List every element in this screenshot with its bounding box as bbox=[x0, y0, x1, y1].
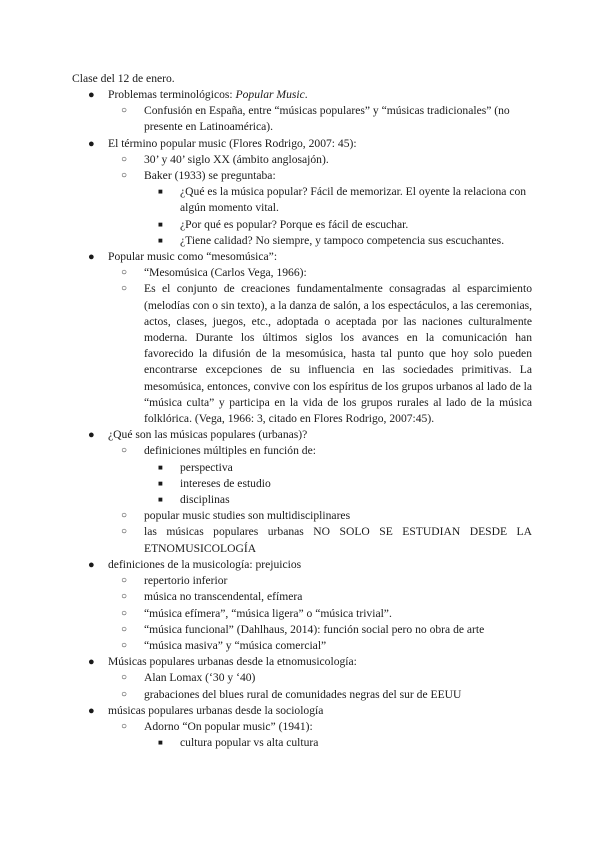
list-item bbox=[108, 281, 532, 427]
item-text: Baker (1933) se preguntaba: bbox=[144, 169, 276, 183]
bullet-circle-icon: ○ bbox=[121, 575, 128, 587]
sublist bbox=[108, 719, 532, 751]
bullet-square-icon: ■ bbox=[158, 738, 163, 748]
item-text: 30’ y 40’ siglo XX (ámbito anglosajón). bbox=[144, 152, 329, 166]
bullet-square-icon: ■ bbox=[158, 235, 163, 245]
section-sociology bbox=[72, 703, 532, 752]
bullet-circle-icon: ○ bbox=[121, 170, 128, 182]
section-ethnomusicology bbox=[72, 654, 532, 703]
list-item bbox=[108, 606, 532, 622]
section-mesomusica bbox=[72, 249, 532, 427]
bullet-disc-icon: ● bbox=[88, 656, 95, 669]
list-item bbox=[108, 168, 532, 249]
bullet-disc-icon: ● bbox=[88, 704, 95, 717]
sublist bbox=[108, 103, 532, 135]
section-label: El término popular music (Flores Rodrigo, 2007: 45): bbox=[108, 136, 357, 150]
section-label-italic: Popular Music bbox=[235, 88, 305, 101]
bullet-square-icon: ■ bbox=[158, 478, 163, 488]
item-text: popular music studies son multidisciplinares bbox=[144, 509, 351, 523]
list-item bbox=[108, 687, 532, 703]
bullet-square-icon: ■ bbox=[158, 187, 163, 197]
list-item bbox=[108, 670, 532, 686]
list-item bbox=[108, 508, 532, 524]
bullet-square-icon: ■ bbox=[158, 219, 163, 229]
list-item bbox=[144, 217, 532, 233]
section-label: definiciones de la musicología: prejuicios bbox=[108, 557, 302, 571]
section-label: Popular music como “mesomúsica”: bbox=[108, 250, 278, 264]
bullet-circle-icon: ○ bbox=[121, 267, 128, 279]
item-text: cultura popular vs alta cultura bbox=[180, 736, 319, 750]
bullet-square-icon: ■ bbox=[158, 462, 163, 472]
bullet-circle-icon: ○ bbox=[121, 607, 128, 619]
sublist bbox=[108, 443, 532, 556]
item-text: disciplinas bbox=[180, 493, 230, 507]
list-item bbox=[144, 476, 532, 492]
list-item bbox=[108, 589, 532, 605]
item-text: Alan Lomax (‘30 y ‘40) bbox=[144, 671, 256, 685]
list-item bbox=[144, 735, 532, 751]
quote-paragraph: Es el conjunto de creaciones fundamentalmente consagradas al esparcimiento (melodías con o sin texto), a la danza de salón, a los espectáculos, a las ceremonias, actos, clases, juegos, etc., adoptada o aceptada por las naciones culturalmente moderna. Durante los últimos siglos los avances en la comunicación han favorecido la difusión de la mesomúsica, hasta tal punto que hoy solo pueden encontrarse excepciones de su influencia en las sociedades primitivas. La mesomúsica, entonces, convive con los espíritus de los grupos urbanos al lado de la “música culta” y participa en la vida de los grupos rurales al lado de la música folklórica. (Vega, 1966: 3, citado en Flores Rodrigo, 2007:45). bbox=[144, 282, 532, 426]
item-text: “música masiva” y “música comercial” bbox=[144, 638, 327, 652]
bullet-circle-icon: ○ bbox=[121, 283, 128, 295]
bullet-circle-icon: ○ bbox=[121, 105, 128, 117]
sublist bbox=[144, 460, 532, 509]
sublist bbox=[108, 573, 532, 654]
list-item bbox=[144, 492, 532, 508]
bullet-square-icon: ■ bbox=[158, 495, 163, 505]
bullet-circle-icon: ○ bbox=[121, 720, 128, 732]
list-item bbox=[108, 524, 532, 556]
sublist bbox=[144, 735, 532, 751]
sublist bbox=[144, 184, 532, 249]
sublist bbox=[108, 152, 532, 249]
section-label: Músicas populares urbanas desde la etnomusicología: bbox=[108, 655, 357, 669]
list-item bbox=[108, 152, 532, 168]
bullet-circle-icon: ○ bbox=[121, 639, 128, 651]
list-item bbox=[108, 638, 532, 654]
sublist bbox=[108, 670, 532, 702]
item-text: “Mesomúsica (Carlos Vega, 1966): bbox=[144, 266, 307, 280]
bullet-disc-icon: ● bbox=[88, 429, 95, 442]
bullet-circle-icon: ○ bbox=[121, 445, 128, 457]
item-text: “música efímera”, “música ligera” o “música trivial”. bbox=[144, 606, 392, 620]
section-label-prefix: Problemas terminológicos: bbox=[108, 88, 236, 101]
section-popular-music-term bbox=[72, 136, 532, 249]
item-text: perspectiva bbox=[180, 460, 233, 474]
bullet-circle-icon: ○ bbox=[121, 623, 128, 635]
item-text: definiciones múltiples en función de: bbox=[144, 444, 316, 458]
bullet-circle-icon: ○ bbox=[121, 510, 128, 522]
bullet-disc-icon: ● bbox=[88, 137, 95, 150]
list-item bbox=[108, 622, 532, 638]
section-musicology-prejudices bbox=[72, 557, 532, 654]
section-label: músicas populares urbanas desde la sociología bbox=[108, 703, 324, 717]
list-item bbox=[108, 443, 532, 508]
bullet-circle-icon: ○ bbox=[121, 153, 128, 165]
bullet-circle-icon: ○ bbox=[121, 591, 128, 603]
bullet-disc-icon: ● bbox=[88, 558, 95, 571]
item-text: ¿Qué es la música popular? Fácil de memorizar. El oyente la relaciona con algún momento vital. bbox=[180, 185, 527, 215]
item-text: las músicas populares urbanas NO SOLO SE ESTUDIAN DESDE LA ETNOMUSICOLOGÍA bbox=[144, 525, 532, 555]
bullet-circle-icon: ○ bbox=[121, 688, 128, 700]
section-label: ¿Qué son las músicas populares (urbanas)? bbox=[108, 428, 308, 442]
section-label-suffix: . bbox=[304, 88, 308, 101]
bullet-disc-icon: ● bbox=[88, 89, 95, 101]
item-text: música no transcendental, efímera bbox=[144, 590, 303, 604]
item-text: Adorno “On popular music” (1941): bbox=[144, 719, 313, 733]
list-item bbox=[108, 103, 532, 135]
item-text: ¿Tiene calidad? No siempre, y tampoco competencia sus escuchantes. bbox=[180, 233, 505, 247]
list-item bbox=[144, 184, 532, 216]
bullet-circle-icon: ○ bbox=[121, 526, 128, 538]
section-terminology bbox=[72, 87, 532, 136]
list-item bbox=[108, 265, 532, 281]
item-text: Confusión en España, entre “músicas populares” y “músicas tradicionales” (no presente en Latinoamérica). bbox=[144, 104, 510, 134]
page-title: Clase del 12 de enero. bbox=[72, 72, 175, 85]
list-item bbox=[108, 573, 532, 589]
sublist bbox=[108, 265, 532, 427]
item-text: intereses de estudio bbox=[180, 476, 271, 490]
section-urban-popular-music bbox=[72, 427, 532, 557]
item-text: ¿Por qué es popular? Porque es fácil de escuchar. bbox=[180, 217, 409, 231]
item-text: grabaciones del blues rural de comunidades negras del sur de EEUU bbox=[144, 687, 462, 701]
item-text: “música funcional” (Dahlhaus, 2014): función social pero no obra de arte bbox=[144, 622, 485, 636]
list-item bbox=[144, 233, 532, 249]
item-text: repertorio inferior bbox=[144, 574, 228, 588]
bullet-disc-icon: ● bbox=[88, 251, 95, 264]
outline-list bbox=[72, 87, 532, 751]
list-item bbox=[144, 460, 532, 476]
bullet-circle-icon: ○ bbox=[121, 672, 128, 684]
list-item bbox=[108, 719, 532, 751]
